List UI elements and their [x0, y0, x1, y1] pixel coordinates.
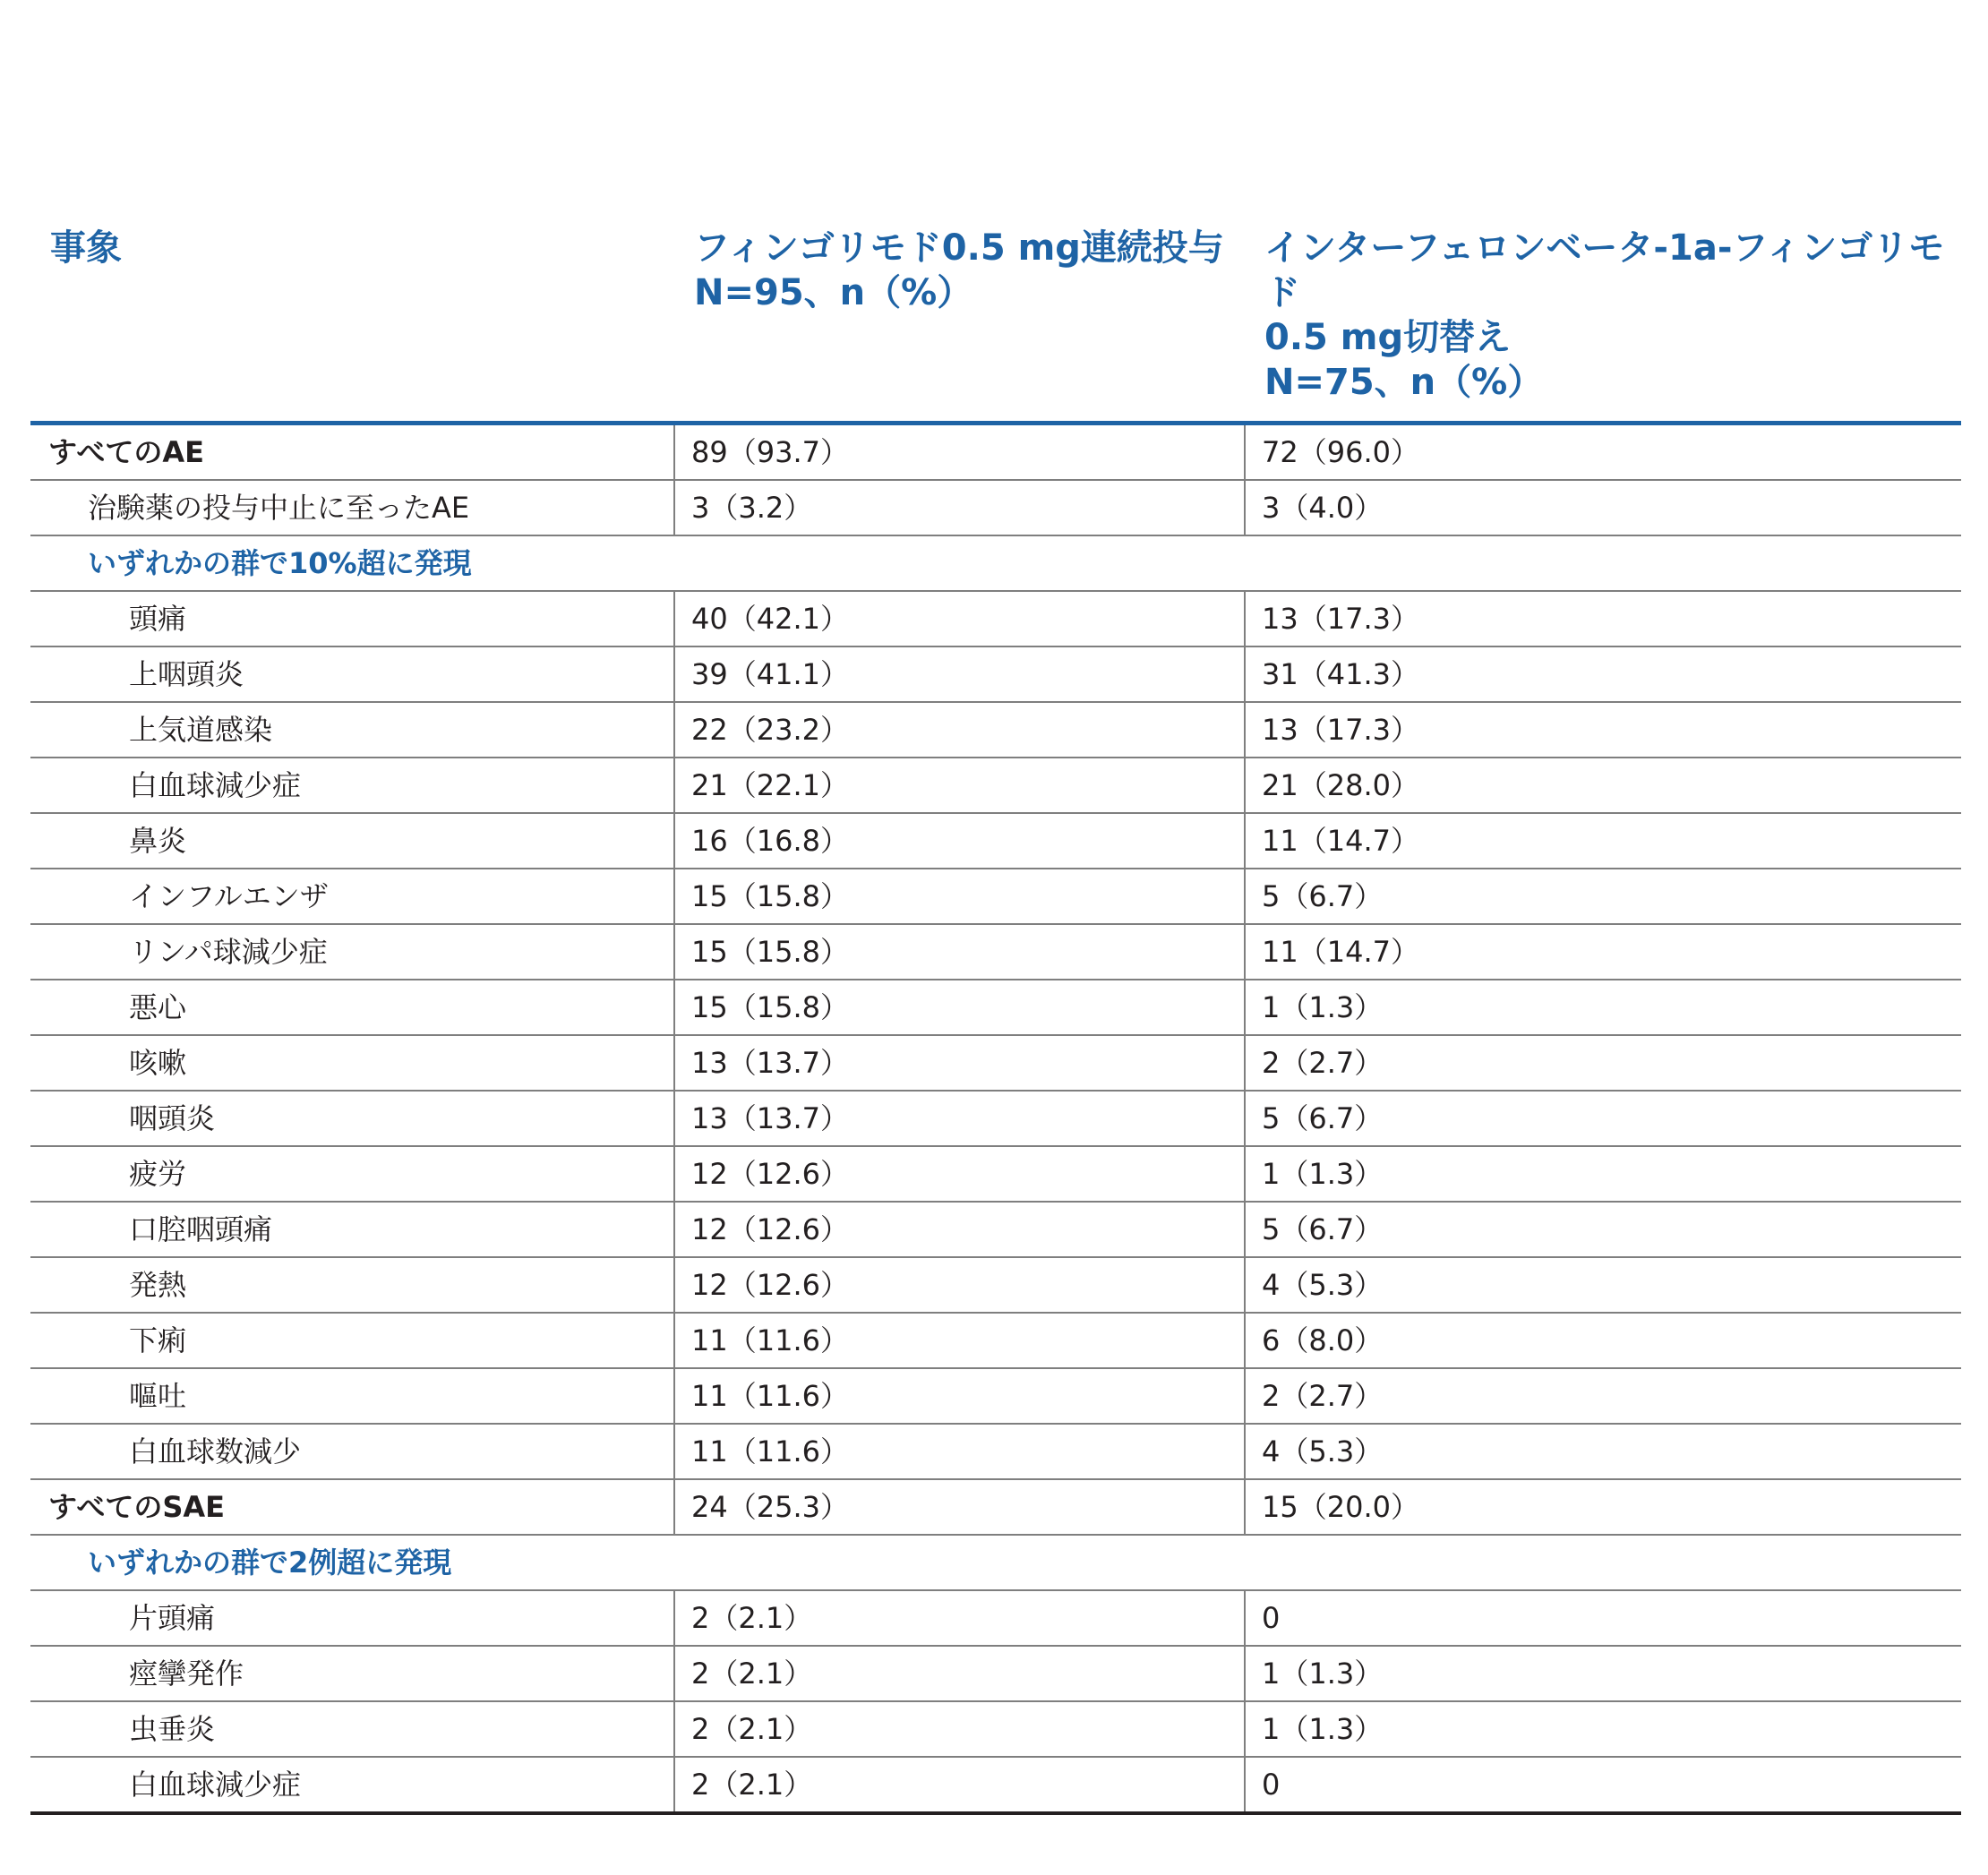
event-cell: 片頭痛	[30, 1590, 674, 1646]
value-cell-switch: 4（5.3）	[1245, 1424, 1961, 1479]
value-cell-switch: 1（1.3）	[1245, 980, 1961, 1035]
header-event	[30, 226, 674, 424]
value-cell-fingolimod: 15（15.8）	[674, 924, 1245, 980]
header-col2-line2: 0.5 mg切替え	[1264, 317, 1512, 358]
value-cell-switch: 72（96.0）	[1245, 424, 1961, 481]
section-label: いずれかの群で2例超に発現	[30, 1535, 1961, 1590]
event-cell: 嘔吐	[30, 1368, 674, 1424]
value-cell-switch: 6（8.0）	[1245, 1313, 1961, 1368]
value-cell-switch: 0	[1245, 1757, 1961, 1813]
value-cell-fingolimod: 11（11.6）	[674, 1424, 1245, 1479]
event-cell: リンパ球減少症	[30, 924, 674, 980]
event-cell: 白血球数減少	[30, 1424, 674, 1479]
table-row	[30, 1091, 1961, 1146]
value-cell-fingolimod: 13（13.7）	[674, 1091, 1245, 1146]
header-col1-line1: フィンゴリモド0.5 mg連続投与	[694, 227, 1224, 269]
table-row	[30, 480, 1961, 535]
value-cell-switch: 5（6.7）	[1245, 869, 1961, 924]
value-cell-switch: 21（28.0）	[1245, 758, 1961, 813]
header-row	[30, 226, 1961, 424]
value-cell-fingolimod: 2（2.1）	[674, 1590, 1245, 1646]
event-cell: 虫垂炎	[30, 1701, 674, 1757]
event-cell: 上咽頭炎	[30, 646, 674, 702]
value-cell-switch: 2（2.7）	[1245, 1368, 1961, 1424]
value-cell-fingolimod: 21（22.1）	[674, 758, 1245, 813]
table-row	[30, 1202, 1961, 1257]
value-cell-fingolimod: 13（13.7）	[674, 1035, 1245, 1091]
header-interferon-switch	[1245, 226, 1961, 424]
value-cell-fingolimod: 2（2.1）	[674, 1757, 1245, 1813]
value-cell-switch: 13（17.3）	[1245, 591, 1961, 646]
table-row	[30, 1701, 1961, 1757]
table-row	[30, 1257, 1961, 1313]
table-row	[30, 1646, 1961, 1701]
value-cell-switch: 5（6.7）	[1245, 1091, 1961, 1146]
table-row	[30, 1424, 1961, 1479]
value-cell-switch: 31（41.3）	[1245, 646, 1961, 702]
value-cell-fingolimod: 15（15.8）	[674, 869, 1245, 924]
table-body	[30, 424, 1961, 1814]
value-cell-fingolimod: 12（12.6）	[674, 1146, 1245, 1202]
value-cell-switch: 4（5.3）	[1245, 1257, 1961, 1313]
event-cell: すべてのAE	[30, 424, 674, 481]
value-cell-fingolimod: 3（3.2）	[674, 480, 1245, 535]
table-row	[30, 758, 1961, 813]
event-cell: 悪心	[30, 980, 674, 1035]
table-row	[30, 1035, 1961, 1091]
value-cell-switch: 1（1.3）	[1245, 1701, 1961, 1757]
event-cell: 白血球減少症	[30, 758, 674, 813]
table-row	[30, 1368, 1961, 1424]
header-event-label: 事象	[50, 227, 122, 269]
table-row	[30, 1146, 1961, 1202]
value-cell-fingolimod: 11（11.6）	[674, 1313, 1245, 1368]
section-label: いずれかの群で10%超に発現	[30, 535, 1961, 591]
value-cell-switch: 13（17.3）	[1245, 702, 1961, 758]
table-row	[30, 591, 1961, 646]
table-row	[30, 424, 1961, 481]
event-cell: 痙攣発作	[30, 1646, 674, 1701]
table-row	[30, 646, 1961, 702]
event-cell: 白血球減少症	[30, 1757, 674, 1813]
section-row	[30, 1535, 1961, 1590]
value-cell-fingolimod: 2（2.1）	[674, 1646, 1245, 1701]
event-cell: 鼻炎	[30, 813, 674, 869]
event-cell: 下痢	[30, 1313, 674, 1368]
event-cell: 疲労	[30, 1146, 674, 1202]
value-cell-switch: 15（20.0）	[1245, 1479, 1961, 1535]
event-cell: 発熱	[30, 1257, 674, 1313]
table-row	[30, 924, 1961, 980]
table-row	[30, 702, 1961, 758]
event-cell: 治験薬の投与中止に至ったAE	[30, 480, 674, 535]
event-cell: すべてのSAE	[30, 1479, 674, 1535]
header-col1-line2: N=95、n（%）	[694, 272, 973, 313]
table-row	[30, 1757, 1961, 1813]
table-header	[30, 226, 1961, 424]
value-cell-switch: 3（4.0）	[1245, 480, 1961, 535]
value-cell-switch: 11（14.7）	[1245, 924, 1961, 980]
table-row	[30, 980, 1961, 1035]
value-cell-fingolimod: 11（11.6）	[674, 1368, 1245, 1424]
event-cell: 口腔咽頭痛	[30, 1202, 674, 1257]
table-row	[30, 813, 1961, 869]
event-cell: 頭痛	[30, 591, 674, 646]
value-cell-switch: 11（14.7）	[1245, 813, 1961, 869]
value-cell-fingolimod: 39（41.1）	[674, 646, 1245, 702]
value-cell-fingolimod: 2（2.1）	[674, 1701, 1245, 1757]
section-row	[30, 535, 1961, 591]
value-cell-fingolimod: 24（25.3）	[674, 1479, 1245, 1535]
event-cell: 上気道感染	[30, 702, 674, 758]
value-cell-switch: 1（1.3）	[1245, 1146, 1961, 1202]
value-cell-fingolimod: 16（16.8）	[674, 813, 1245, 869]
value-cell-switch: 0	[1245, 1590, 1961, 1646]
value-cell-switch: 1（1.3）	[1245, 1646, 1961, 1701]
value-cell-fingolimod: 12（12.6）	[674, 1202, 1245, 1257]
value-cell-fingolimod: 15（15.8）	[674, 980, 1245, 1035]
table-row	[30, 1313, 1961, 1368]
header-fingolimod-continuous	[674, 226, 1245, 424]
table-row	[30, 1479, 1961, 1535]
event-cell: インフルエンザ	[30, 869, 674, 924]
event-cell: 咳嗽	[30, 1035, 674, 1091]
value-cell-fingolimod: 22（23.2）	[674, 702, 1245, 758]
value-cell-switch: 2（2.7）	[1245, 1035, 1961, 1091]
table-row	[30, 1590, 1961, 1646]
event-cell: 咽頭炎	[30, 1091, 674, 1146]
value-cell-fingolimod: 40（42.1）	[674, 591, 1245, 646]
adverse-events-table	[30, 226, 1961, 1815]
table-row	[30, 869, 1961, 924]
header-col2-line3: N=75、n（%）	[1264, 362, 1544, 403]
header-col2-line1: インターフェロンベータ-1a-フィンゴリモド	[1264, 227, 1945, 313]
value-cell-fingolimod: 89（93.7）	[674, 424, 1245, 481]
value-cell-fingolimod: 12（12.6）	[674, 1257, 1245, 1313]
value-cell-switch: 5（6.7）	[1245, 1202, 1961, 1257]
